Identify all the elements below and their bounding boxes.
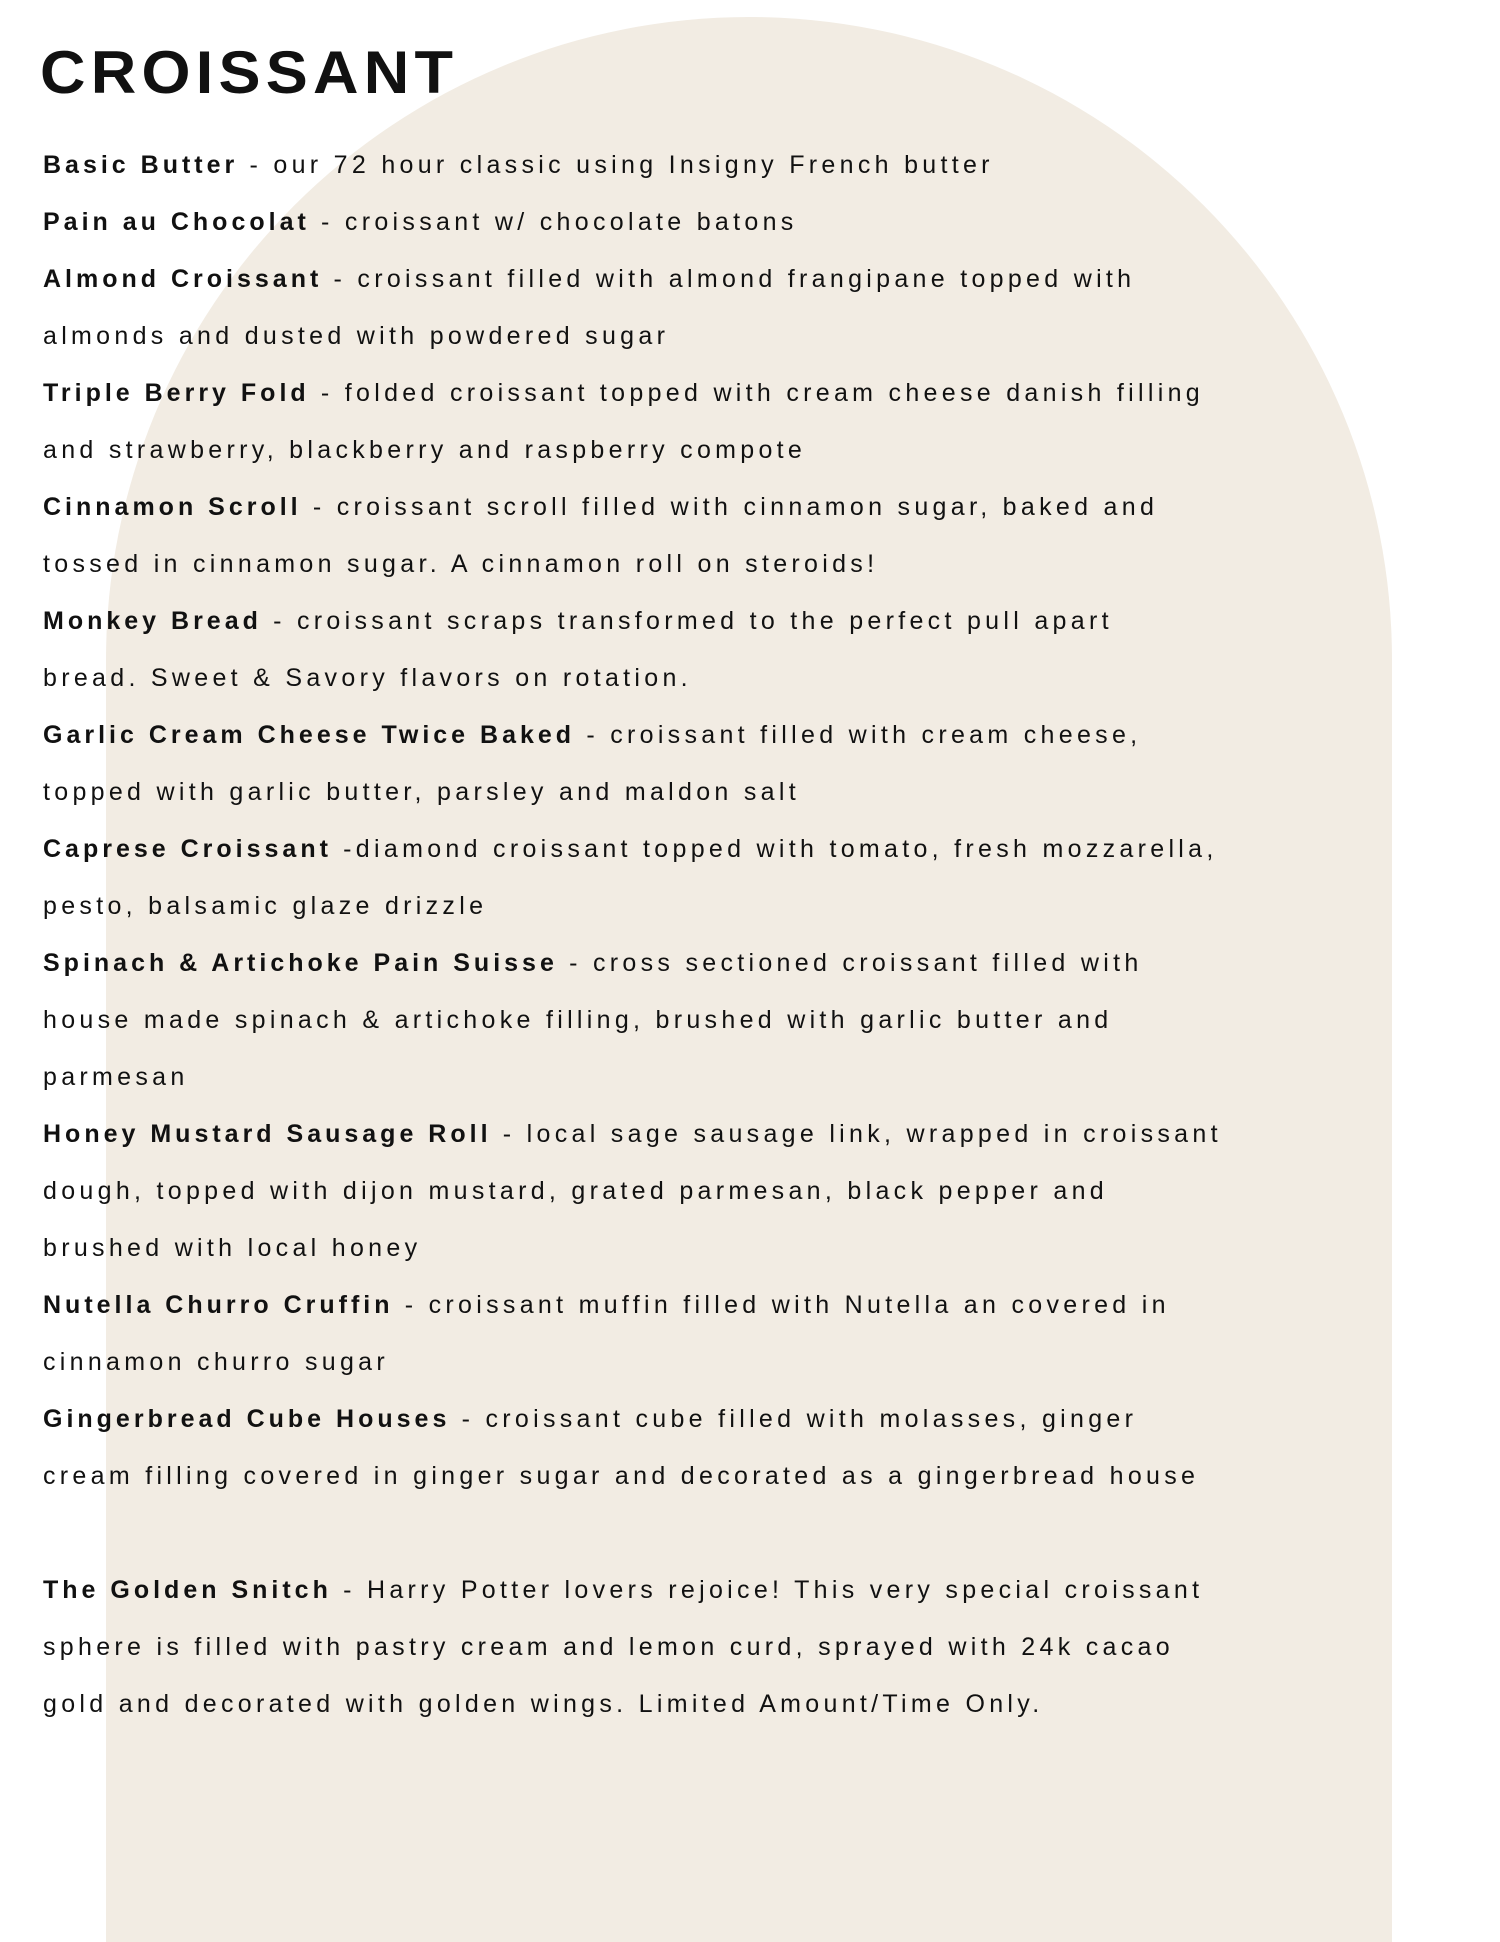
menu-item-line <box>43 479 1222 536</box>
menu-item-name: Nutella Churro Cruffin <box>43 1291 394 1319</box>
menu-item <box>43 935 1222 1106</box>
menu-item-description: - croissant filled with cream cheese, <box>575 721 1142 749</box>
menu-item-line <box>43 1619 1222 1676</box>
menu-item-line <box>43 251 1222 308</box>
menu-item-line <box>43 137 1222 194</box>
menu-item-description: cinnamon churro sugar <box>43 1348 389 1376</box>
menu-item <box>43 479 1222 593</box>
menu-item-line <box>43 935 1222 992</box>
menu-item-line <box>43 536 1222 593</box>
menu-item <box>43 137 1222 194</box>
menu-item <box>43 365 1222 479</box>
menu-item-description: sphere is filled with pastry cream and lemon curd, sprayed with 24k cacao <box>43 1633 1174 1661</box>
menu-item-name: Triple Berry Fold <box>43 379 310 407</box>
menu-item-description: - croissant muffin filled with Nutella an covered in <box>393 1291 1170 1319</box>
menu-item-description: brushed with local honey <box>43 1234 422 1262</box>
menu-item-description: dough, topped with dijon mustard, grated parmesan, black pepper and <box>43 1177 1108 1205</box>
menu-item-line <box>43 365 1222 422</box>
menu-item-description: - our 72 hour classic using Insigny French butter <box>238 151 994 179</box>
menu-item-name: Caprese Croissant <box>43 835 332 863</box>
menu-item-description: - croissant cube filled with molasses, ginger <box>450 1405 1138 1433</box>
menu-item-description: almonds and dusted with powdered sugar <box>43 322 670 350</box>
menu-item-name: The Golden Snitch <box>43 1576 332 1604</box>
menu-item-description: - croissant scroll filled with cinnamon sugar, baked and <box>301 493 1159 521</box>
menu-item-line <box>43 308 1222 365</box>
menu-item <box>43 821 1222 935</box>
menu-item-description: - croissant scraps transformed to the perfect pull apart <box>261 607 1113 635</box>
menu-item-name: Monkey Bread <box>43 607 262 635</box>
menu-item-line <box>43 707 1222 764</box>
menu-item-line <box>43 1106 1222 1163</box>
menu-item <box>43 1106 1222 1277</box>
menu-item-line <box>43 764 1222 821</box>
menu-item-line <box>43 992 1222 1049</box>
menu-item-name: Garlic Cream Cheese Twice Baked <box>43 721 576 749</box>
menu-item-name: Basic Butter <box>43 151 239 179</box>
menu-item-line <box>43 1562 1222 1619</box>
menu-item-line <box>43 1676 1222 1733</box>
menu-item-description: pesto, balsamic glaze drizzle <box>43 892 488 920</box>
menu-item-description: - croissant filled with almond frangipane topped with <box>322 265 1136 293</box>
menu-item-description: - local sage sausage link, wrapped in croissant <box>491 1120 1222 1148</box>
menu-item-description: and strawberry, blackberry and raspberry compote <box>43 436 807 464</box>
menu-item-name: Cinnamon Scroll <box>43 493 302 521</box>
menu-item-name: Almond Croissant <box>43 265 323 293</box>
menu-item-line <box>43 821 1222 878</box>
menu-item <box>43 707 1222 821</box>
menu-item-line <box>43 1049 1222 1106</box>
menu-item-description: - Harry Potter lovers rejoice! This very special croissant <box>331 1576 1204 1604</box>
menu-item-line <box>43 194 1222 251</box>
menu-item-description: - croissant w/ chocolate batons <box>309 208 798 236</box>
spacer <box>43 1505 1222 1562</box>
menu-item <box>43 251 1222 365</box>
menu-item <box>43 593 1222 707</box>
menu-item-description: gold and decorated with golden wings. Limited Amount/Time Only. <box>43 1690 1044 1718</box>
menu-item <box>43 1391 1222 1505</box>
menu-item-description: parmesan <box>43 1063 189 1091</box>
menu-item-line <box>43 1448 1222 1505</box>
menu-item-name: Pain au Chocolat <box>43 208 310 236</box>
menu-item-line <box>43 1163 1222 1220</box>
menu-item-description: topped with garlic butter, parsley and maldon salt <box>43 778 800 806</box>
menu-list <box>43 137 1222 1733</box>
menu-item <box>43 194 1222 251</box>
menu-item-name: Honey Mustard Sausage Roll <box>43 1120 492 1148</box>
menu-item-line <box>43 422 1222 479</box>
menu-item-name: Spinach & Artichoke Pain Suisse <box>43 949 558 977</box>
menu-item-line <box>43 1334 1222 1391</box>
menu-item-description: cream filling covered in ginger sugar and decorated as a gingerbread house <box>43 1462 1200 1490</box>
menu-item-description: house made spinach & artichoke filling, brushed with garlic butter and <box>43 1006 1113 1034</box>
menu-item <box>43 1562 1222 1733</box>
menu-item-description: -diamond croissant topped with tomato, fresh mozzarella, <box>331 835 1218 863</box>
menu-item-description: tossed in cinnamon sugar. A cinnamon roll on steroids! <box>43 550 879 578</box>
menu-item-line <box>43 650 1222 707</box>
page-title: CROISSANT <box>40 39 459 106</box>
menu-item-name: Gingerbread Cube Houses <box>43 1405 451 1433</box>
menu-item-line <box>43 1391 1222 1448</box>
menu-item-description: - cross sectioned croissant filled with <box>557 949 1143 977</box>
menu-item-description: - folded croissant topped with cream cheese danish filling <box>309 379 1204 407</box>
menu-item-line <box>43 1220 1222 1277</box>
menu-item-description: bread. Sweet & Savory flavors on rotation. <box>43 664 692 692</box>
menu-item-line <box>43 878 1222 935</box>
menu-item <box>43 1277 1222 1391</box>
menu-item-line <box>43 593 1222 650</box>
menu-item-line <box>43 1277 1222 1334</box>
